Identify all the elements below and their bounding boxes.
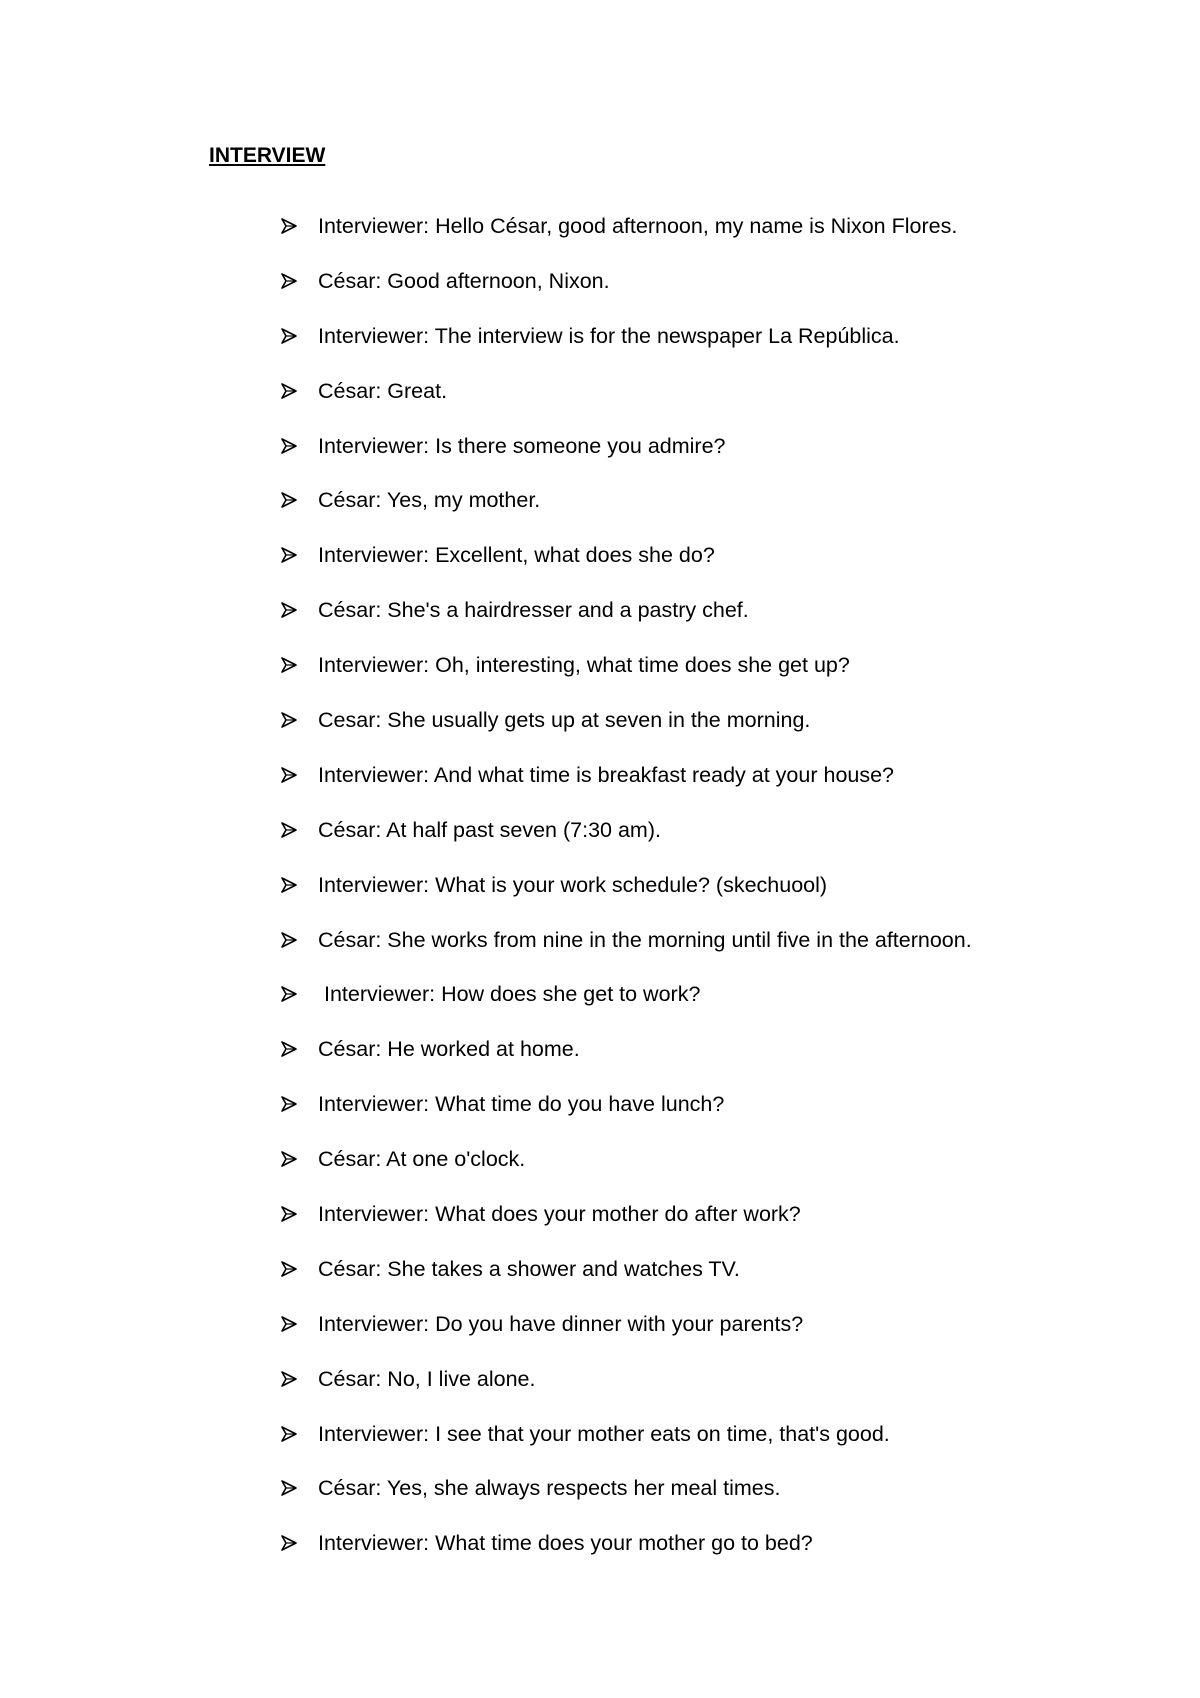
list-item: [280, 543, 972, 598]
list-item-text: César: She's a hairdresser and a pastry chef.: [318, 598, 749, 623]
list-item: [280, 928, 972, 983]
list-item-text: César: At half past seven (7:30 am).: [318, 817, 661, 842]
arrowhead-bullet-icon: [280, 1147, 318, 1171]
list-item: [280, 708, 972, 763]
list-item-text: César: She takes a shower and watches TV.: [318, 1256, 740, 1281]
list-item: [280, 269, 972, 324]
list-item: [280, 982, 972, 1037]
list-item: [280, 214, 972, 269]
list-item-text: César: No, I live alone.: [318, 1366, 536, 1391]
list-item: [280, 1147, 972, 1202]
list-item: [280, 1531, 972, 1586]
list-item: [280, 1257, 972, 1312]
arrowhead-bullet-icon: [280, 1367, 318, 1391]
list-item-text: Interviewer: What does your mother do after work?: [318, 1202, 801, 1227]
arrowhead-bullet-icon: [280, 1092, 318, 1116]
arrowhead-bullet-icon: [280, 434, 318, 458]
list-item-text: Interviewer: Hello César, good afternoon, my name is Nixon Flores.: [318, 214, 958, 238]
arrowhead-bullet-icon: [280, 653, 318, 677]
list-item-text: Interviewer: And what time is breakfast ready at your house?: [318, 762, 895, 787]
list-item-text: César: Yes, she always respects her meal times.: [318, 1476, 781, 1501]
list-item-text: Interviewer: Do you have dinner with your parents?: [318, 1311, 804, 1336]
list-item: [280, 324, 972, 379]
arrowhead-bullet-icon: [280, 763, 318, 787]
list-item: [280, 1476, 972, 1531]
list-item-text: César: At one o'clock.: [318, 1147, 526, 1172]
list-item: [280, 1202, 972, 1257]
document-title: INTERVIEW: [209, 144, 326, 167]
list-item-text: César: She works from nine in the morning until five in the afternoon.: [318, 927, 972, 952]
list-item: [280, 1422, 972, 1477]
arrowhead-bullet-icon: [280, 873, 318, 897]
list-item: [280, 653, 972, 708]
list-item-text: César: He worked at home.: [318, 1037, 580, 1062]
arrowhead-bullet-icon: [280, 324, 318, 348]
arrowhead-bullet-icon: [280, 1476, 318, 1500]
arrowhead-bullet-icon: [280, 214, 318, 238]
arrowhead-bullet-icon: [280, 488, 318, 512]
list-item-text: Interviewer: Excellent, what does she do?: [318, 543, 715, 568]
list-item-text: Interviewer: What time does your mother go to bed?: [318, 1531, 813, 1556]
list-item: [280, 1037, 972, 1092]
arrowhead-bullet-icon: [280, 269, 318, 293]
list-item: [280, 598, 972, 653]
list-item: [280, 1312, 972, 1367]
list-item: [280, 1367, 972, 1422]
list-item: [280, 873, 972, 928]
list-item: [280, 379, 972, 434]
list-item-text: César: Good afternoon, Nixon.: [318, 268, 610, 293]
list-item: [280, 763, 972, 818]
arrowhead-bullet-icon: [280, 598, 318, 622]
list-item-text: Cesar: She usually gets up at seven in the morning.: [318, 708, 811, 733]
list-item-text: Interviewer: I see that your mother eats on time, that's good.: [318, 1421, 890, 1446]
arrowhead-bullet-icon: [280, 982, 318, 1006]
arrowhead-bullet-icon: [280, 543, 318, 567]
list-item: [280, 488, 972, 543]
arrowhead-bullet-icon: [280, 708, 318, 732]
arrowhead-bullet-icon: [280, 928, 318, 952]
list-item-text: Interviewer: What time do you have lunch?: [318, 1092, 725, 1117]
list-item: [280, 1092, 972, 1147]
arrowhead-bullet-icon: [280, 1257, 318, 1281]
list-item-text: Interviewer: Is there someone you admire?: [318, 433, 726, 458]
arrowhead-bullet-icon: [280, 1531, 318, 1555]
arrowhead-bullet-icon: [280, 379, 318, 403]
list-item-text: César: Great.: [318, 378, 448, 403]
list-item-text: Interviewer: What is your work schedule? (skechuool): [318, 872, 828, 897]
arrowhead-bullet-icon: [280, 1422, 318, 1446]
list-item-text: César: Yes, my mother.: [318, 488, 541, 513]
arrowhead-bullet-icon: [280, 1037, 318, 1061]
list-item: [280, 434, 972, 489]
list-item-text: Interviewer: Oh, interesting, what time does she get up?: [318, 653, 850, 678]
list-item-text: Interviewer: How does she get to work?: [318, 982, 701, 1007]
arrowhead-bullet-icon: [280, 1202, 318, 1226]
list-item: [280, 818, 972, 873]
interview-list: [280, 214, 972, 1586]
arrowhead-bullet-icon: [280, 818, 318, 842]
arrowhead-bullet-icon: [280, 1312, 318, 1336]
list-item-text: Interviewer: The interview is for the newspaper La República.: [318, 323, 900, 348]
